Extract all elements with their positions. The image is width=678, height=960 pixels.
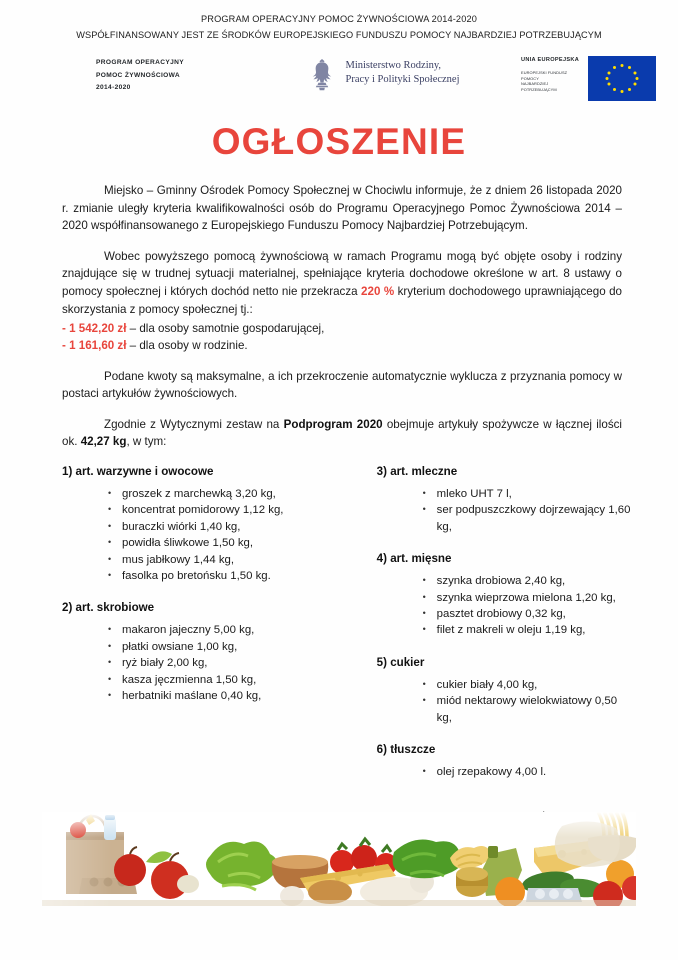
list-item: • płatki owsiane 1,00 kg,: [108, 639, 339, 655]
list-item: • groszek z marchewką 3,20 kg,: [108, 486, 339, 502]
eu-logo: [521, 54, 656, 101]
category-title-meat: 4) art. mięsne: [376, 552, 452, 566]
list-item: • powidła śliwkowe 1,50 kg,: [108, 535, 339, 551]
program-logo-line-2: POMOC ŻYWNOŚCIOWA: [96, 71, 180, 79]
list-item: • ser podpuszczkowy dojrzewający 1,60 kg,: [423, 502, 632, 535]
ministry-name-line-2: Pracy i Polityki Społecznej: [345, 74, 460, 85]
ministry-logo: [246, 54, 521, 95]
list-item: • pasztet drobiowy 0,32 kg,: [423, 606, 632, 622]
subprogram-name: Podprogram 2020: [283, 417, 383, 431]
program-logo-line-3: 2014-2020: [96, 84, 131, 91]
eu-logo-subtitle-line-2: NAJBARDZIEJ POTRZEBUJĄCYM: [521, 81, 557, 92]
product-column-right: [355, 464, 632, 780]
category-items-fats: [377, 764, 632, 780]
category-items-sugar: [377, 677, 632, 726]
category-items-vegetables: [62, 486, 339, 584]
list-item: • mleko UHT 7 l,: [423, 486, 632, 502]
category-items-meat: [377, 573, 632, 639]
amount-person-in-family-value: - 1 161,60 zł: [62, 339, 127, 353]
logo-strip: [0, 54, 678, 106]
list-item: • olej rzepakowy 4,00 l.: [423, 764, 632, 780]
list-item: • makaron jajeczny 5,00 kg,: [108, 622, 339, 638]
banner-line-2: WSPÓŁFINANSOWANY JEST ZE ŚRODKÓW EUROPEJSKIEGO FUNDUSZU POMOCY NAJBARDZIEJ POTRZEBUJĄCYM: [76, 30, 602, 40]
program-logo: [96, 54, 246, 95]
food-products-photo: [42, 812, 636, 906]
eu-logo-subtitle-line-1: EUROPEJSKI FUNDUSZ POMOCY: [521, 70, 568, 81]
list-item: • mus jabłkowy 1,44 kg,: [108, 552, 339, 568]
ministry-name: [345, 55, 459, 87]
list-item: • herbatniki maślane 0,40 kg,: [108, 688, 339, 704]
paragraph-criteria-before: Wobec powyższego pomocą żywnościową w ramach Programu mogą być objęte osoby i rodziny znajdujące się w trudnej sytuacji materialnej, spełniające kryteria dochodowe określone w art. 8 ustawy o pomocy społecznej i których dochód netto nie przekracza: [62, 249, 622, 298]
amount-single-person-value: - 1 542,20 zł: [62, 322, 127, 336]
category-title-fats: 6) tłuszcze: [376, 743, 436, 756]
list-item: • filet z makreli w oleju 1,19 kg,: [423, 622, 632, 638]
list-item: • cukier biały 4,00 kg,: [423, 677, 632, 693]
paragraph-criteria: [62, 248, 622, 318]
category-title-starch: 2) art. skrobiowe: [62, 601, 155, 615]
list-item: • szynka wieprzowa mielona 1,20 kg,: [423, 590, 632, 606]
amount-single-person: [62, 320, 622, 337]
eu-logo-caption: [521, 56, 583, 92]
list-item: • buraczki wiórki 1,40 kg,: [108, 519, 339, 535]
product-categories: [0, 464, 678, 780]
amount-person-in-family-label: – dla osoby w rodzinie.: [126, 339, 248, 353]
paragraph-subprogram-before: Zgodnie z Wytycznymi zestaw na: [104, 417, 284, 431]
category-title-vegetables: 1) art. warzywne i owocowe: [62, 464, 214, 478]
page-title: OGŁOSZENIE: [211, 121, 467, 162]
list-item: • fasolka po bretońsku 1,50 kg.: [108, 568, 339, 584]
list-item: • koncentrat pomidorowy 1,12 kg,: [108, 502, 339, 518]
program-banner: [0, 0, 678, 42]
income-threshold-percent: 220 %: [361, 284, 395, 298]
amount-single-person-label: – dla osoby samotnie gospodarującej,: [126, 322, 325, 336]
eu-flag-icon: [588, 56, 656, 101]
food-photo-illustration: [42, 812, 636, 906]
banner-line-1: PROGRAM OPERACYJNY POMOC ŻYWNOŚCIOWA 2014-2020: [201, 14, 477, 24]
category-title-sugar: 5) cukier: [376, 655, 425, 669]
document-body: [0, 182, 678, 451]
eu-logo-title: UNIA EUROPEJSKA: [521, 57, 580, 63]
paragraph-max-amounts: Podane kwoty są maksymalne, a ich przekroczenie automatycznie wyklucza z przyznania pomocy w postaci artykułów żywnościowych.: [62, 369, 622, 401]
list-item: • szynka drobiowa 2,40 kg,: [423, 573, 632, 589]
list-item: • miód nektarowy wielokwiatowy 0,50 kg,: [423, 693, 632, 726]
product-column-left: [62, 464, 339, 780]
amount-person-in-family: [62, 337, 622, 354]
eu-stars-icon: [588, 56, 656, 101]
paragraph-intro: Miejsko – Gminny Ośrodek Pomocy Społecznej w Chociwlu informuje, że z dniem 26 listopada 2020 r. zmianie uległy kryteria kwalifikowalności osób do Programu Operacyjnego Pomoc Żywnościowa 2014 – 2020 współfinansowanego z Europejskiego Funduszu Pomocy Najbardziej Potrzebującym.: [62, 184, 622, 233]
paragraph-subprogram: [62, 416, 622, 451]
paragraph-subprogram-after: , w tym:: [126, 435, 167, 449]
paragraph-subprogram-middle: obejmuje artykuły spożywcze w łącznej ilości ok.: [62, 417, 622, 449]
category-title-dairy: 3) art. mleczne: [376, 464, 458, 478]
ministry-name-line-1: Ministerstwo Rodziny,: [345, 60, 442, 71]
list-item: • kasza jęczmienna 1,50 kg,: [108, 672, 339, 688]
income-amounts-list: [62, 320, 622, 354]
polish-eagle-icon: [307, 55, 337, 95]
category-items-starch: [62, 622, 339, 704]
total-weight-value: 42,27 kg: [80, 435, 127, 449]
category-items-dairy: [377, 486, 632, 535]
paragraph-criteria-after: kryterium dochodowego uprawniającego do skorzystania z pomocy społecznej tj.:: [62, 284, 623, 316]
program-logo-line-1: PROGRAM OPERACYJNY: [96, 59, 185, 66]
list-item: • ryż biały 2,00 kg,: [108, 655, 339, 671]
